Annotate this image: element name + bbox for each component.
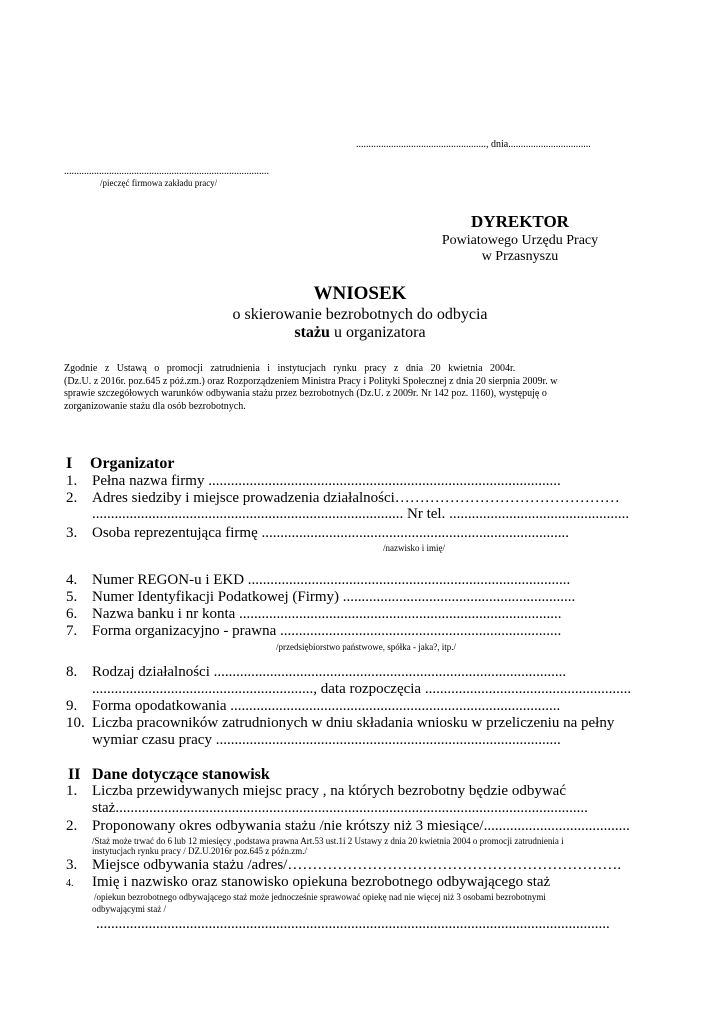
s1-item-2-address: Adres siedziby i miejsce prowadzenia działalności……………………………………… [92, 490, 620, 506]
s1-item-10-employees: Liczba pracowników zatrudnionych w dniu składania wniosku w przeliczeniu na pełny [92, 715, 615, 731]
s1-item-4-number: 4. [66, 572, 78, 588]
form-subtitle: o skierowanie bezrobotnych do odbycia [232, 306, 488, 323]
s1-item-1-company-name: Pełna nazwa firmy .............................................................................................. [92, 473, 561, 489]
addressee-block [420, 212, 620, 265]
s1-item-7-number: 7. [66, 623, 78, 639]
section-2-title: Dane dotyczące stanowisk [92, 766, 270, 783]
s2-item-4-note-2: odbywającymi staż / [92, 904, 166, 914]
s1-item-1-number: 1. [66, 473, 78, 489]
section-1-roman: I [66, 455, 73, 472]
s2-item-1-internship: staż.............................................................................................................................. [92, 800, 588, 816]
s2-item-1-positions: Liczba przewidywanych miejsc pracy , na których bezrobotny będzie odbywać [92, 783, 566, 799]
s1-item-3-representative: Osoba reprezentująca firmę .................................................................................. [92, 525, 569, 541]
s1-item-8-activity: Rodzaj działalności .............................................................................................. [92, 664, 567, 680]
s2-item-4-supervisor: Imię i nazwisko oraz stanowisko opiekuna bezrobotnego odbywającego staż [92, 874, 551, 890]
section-2-roman: II [68, 766, 81, 783]
intro-line-3: sprawie szczegółowych warunków odbywania stażu przez bezrobotnych (Dz.U. z 2009r. Nr 142 poz. 1160), występuję o [64, 388, 547, 400]
s1-item-3-number: 3. [66, 525, 78, 541]
intro-line-4: zorganizowanie stażu dla osób bezrobotnych. [64, 400, 246, 412]
intro-paragraph [64, 363, 557, 413]
date-line: ...................................................., dnia................................. [356, 139, 591, 150]
form-subtitle-2 [150, 324, 570, 342]
form-subtitle-rest: u organizatora [329, 324, 426, 341]
section-1-title: Organizator [90, 455, 175, 472]
stamp-line: .................................................................................. [64, 166, 269, 177]
s1-item-8-start-date: ..........................................................., data rozpoczęcia ....................................................... [92, 681, 632, 697]
s1-item-6-bank: Nazwa banku i nr konta ...................................................................................... [92, 606, 562, 622]
s1-item-4-regon: Numer REGON-u i EKD ...................................................................................... [92, 572, 571, 588]
s1-item-10-fulltime: wymiar czasu pracy ............................................................................................ [92, 732, 561, 748]
s1-item-8-number: 8. [66, 664, 78, 680]
form-subtitle-bold: stażu [294, 324, 330, 341]
addressee-line2: w Przasnyszu [481, 249, 559, 264]
s1-item-5-number: 5. [66, 589, 78, 605]
s1-item-7-caption: /przedsiębiorstwo państwowe, spółka - jaka?, itp./ [276, 642, 456, 652]
s1-item-2-phone: ................................................................................... Nr tel. ................................................ [92, 506, 630, 522]
addressee-line1: Powiatowego Urzędu Pracy [441, 233, 599, 248]
s2-item-1-number: 1. [66, 783, 78, 799]
addressee-title: DYREKTOR [471, 212, 569, 231]
intro-line-1: Zgodnie z Ustawą o promocji zatrudnienia i instytucjach rynku pracy z dnia 20 kwietnia 2004r. [64, 363, 516, 374]
s2-item-2-note-1: /Staż może trwać do 6 lub 12 miesięcy ,podstawa prawna Art.53 ust.1i 2 Ustawy z dnia 20 kwietnia 2004 o promocji zatrudnienia i [92, 836, 564, 846]
s2-item-4-fill-line: ......................................................................................................................................... [96, 916, 610, 932]
s2-item-2-number: 2. [66, 818, 78, 834]
s1-item-3-caption: /nazwisko i imię/ [383, 543, 445, 553]
heading-block [150, 283, 570, 342]
s1-item-9-number: 9. [66, 698, 78, 714]
s2-item-4-number: 4. [66, 878, 74, 889]
s2-item-3-place: Miejsce odbywania stażu /adres/…………………………………………………………. [92, 857, 622, 873]
s1-item-7-legal-form: Forma organizacyjno - prawna ........................................................................... [92, 623, 562, 639]
s2-item-3-number: 3. [66, 857, 78, 873]
s1-item-9-taxation: Forma opodatkowania ........................................................................................ [92, 698, 561, 714]
form-title: WNIOSEK [313, 283, 407, 304]
stamp-caption: /pieczęć firmowa zakładu pracy/ [100, 178, 218, 188]
s2-item-2-note-2: instytucjach rynku pracy / DZ.U.2016r poz.645 z późn.zm./ [92, 846, 307, 856]
s2-item-4-note-1: /opiekun bezrobotnego odbywającego staż może jednocześnie sprawować opiekę nad nie więcej niż 3 osobami bezrobotnymi [94, 892, 546, 902]
intro-line-2: (Dz.U. z 2016r. poz.645 z póź.zm.) oraz Rozporządzeniem Ministra Pracy i Polityki Społecznej z dnia 20 sierpnia 2009r. w [64, 375, 558, 387]
s1-item-6-number: 6. [66, 606, 78, 622]
s1-item-10-number: 10. [66, 715, 85, 731]
s1-item-5-nip: Numer Identyfikacji Podatkowej (Firmy) .............................................................. [92, 589, 576, 605]
s1-item-2-number: 2. [66, 490, 78, 506]
s2-item-2-period: Proponowany okres odbywania stażu /nie krótszy niż 3 miesiące/....................................... [92, 818, 630, 834]
